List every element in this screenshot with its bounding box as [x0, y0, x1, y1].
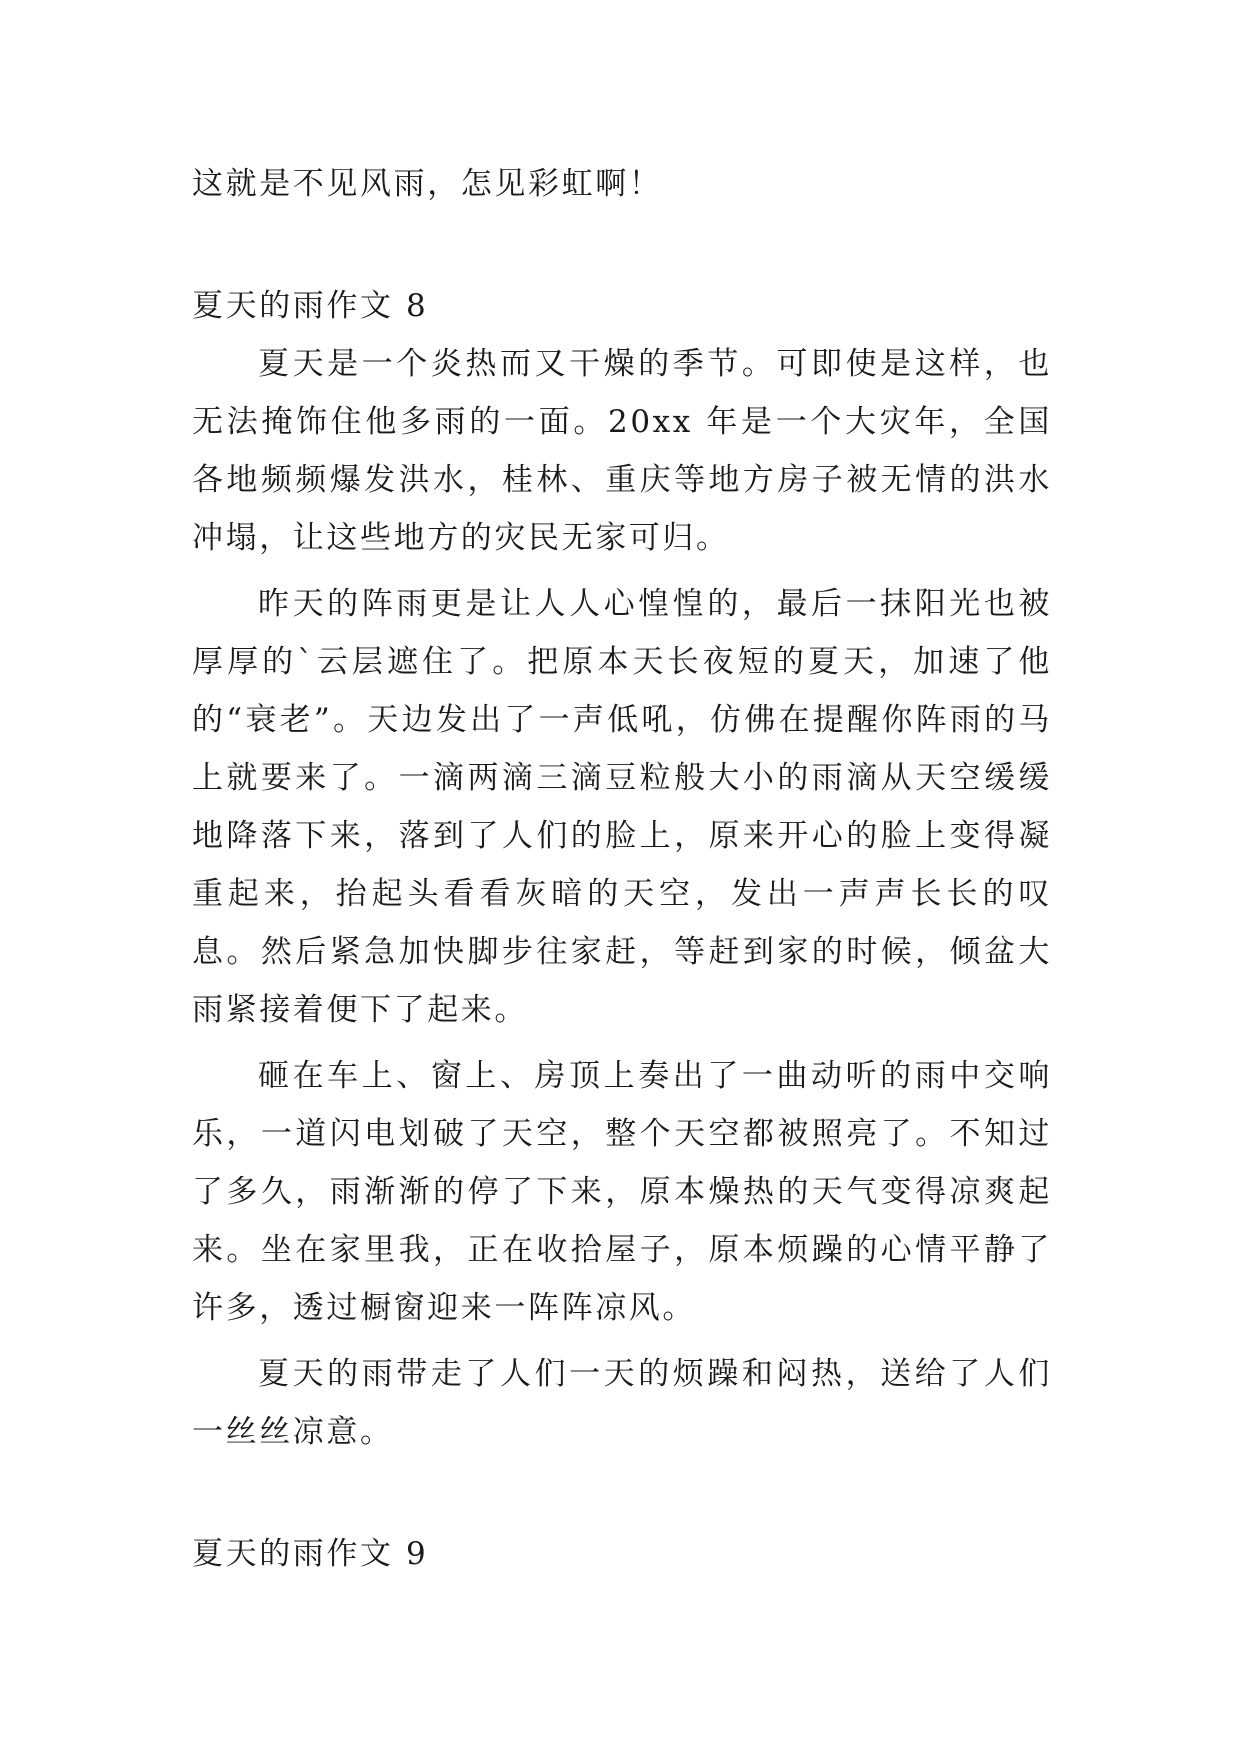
paragraph-1: 夏天是一个炎热而又干燥的季节。可即使是这样，也无法掩饰住他多雨的一面。20xx 年是一个大灾年，全国各地频频爆发洪水，桂林、重庆等地方房子被无情的洪水冲塌，让这些地方的灾民无家可归。	[192, 346, 1052, 556]
section-title-9: 夏天的雨作文 9	[192, 1536, 429, 1572]
paragraph-4: 夏天的雨带走了人们一天的烦躁和闷热，送给了人们一丝丝凉意。	[192, 1356, 1052, 1450]
document-body	[192, 155, 1052, 1583]
section-title-8: 夏天的雨作文 8	[192, 288, 429, 324]
paragraph-2: 昨天的阵雨更是让人人心惶惶的，最后一抹阳光也被厚厚的`云层遮住了。把原本天长夜短的夏天，加速了他的“衰老”。天边发出了一声低吼，仿佛在提醒你阵雨的马上就要来了。一滴两滴三滴豆粒般大小的雨滴从天空缓缓地降落下来，落到了人们的脸上，原来开心的脸上变得凝重起来，抬起头看看灰暗的天空，发出一声声长长的叹息。然后紧急加快脚步往家赶，等赶到家的时候，倾盆大雨紧接着便下了起来。	[192, 586, 1052, 1028]
paragraph-3: 砸在车上、窗上、房顶上奏出了一曲动听的雨中交响乐，一道闪电划破了天空，整个天空都被照亮了。不知过了多久，雨渐渐的停了下来，原本燥热的天气变得凉爽起来。坐在家里我，正在收拾屋子，原本烦躁的心情平静了许多，透过橱窗迎来一阵阵凉风。	[192, 1058, 1052, 1326]
lead-line: 这就是不见风雨，怎见彩虹啊！	[192, 166, 663, 202]
